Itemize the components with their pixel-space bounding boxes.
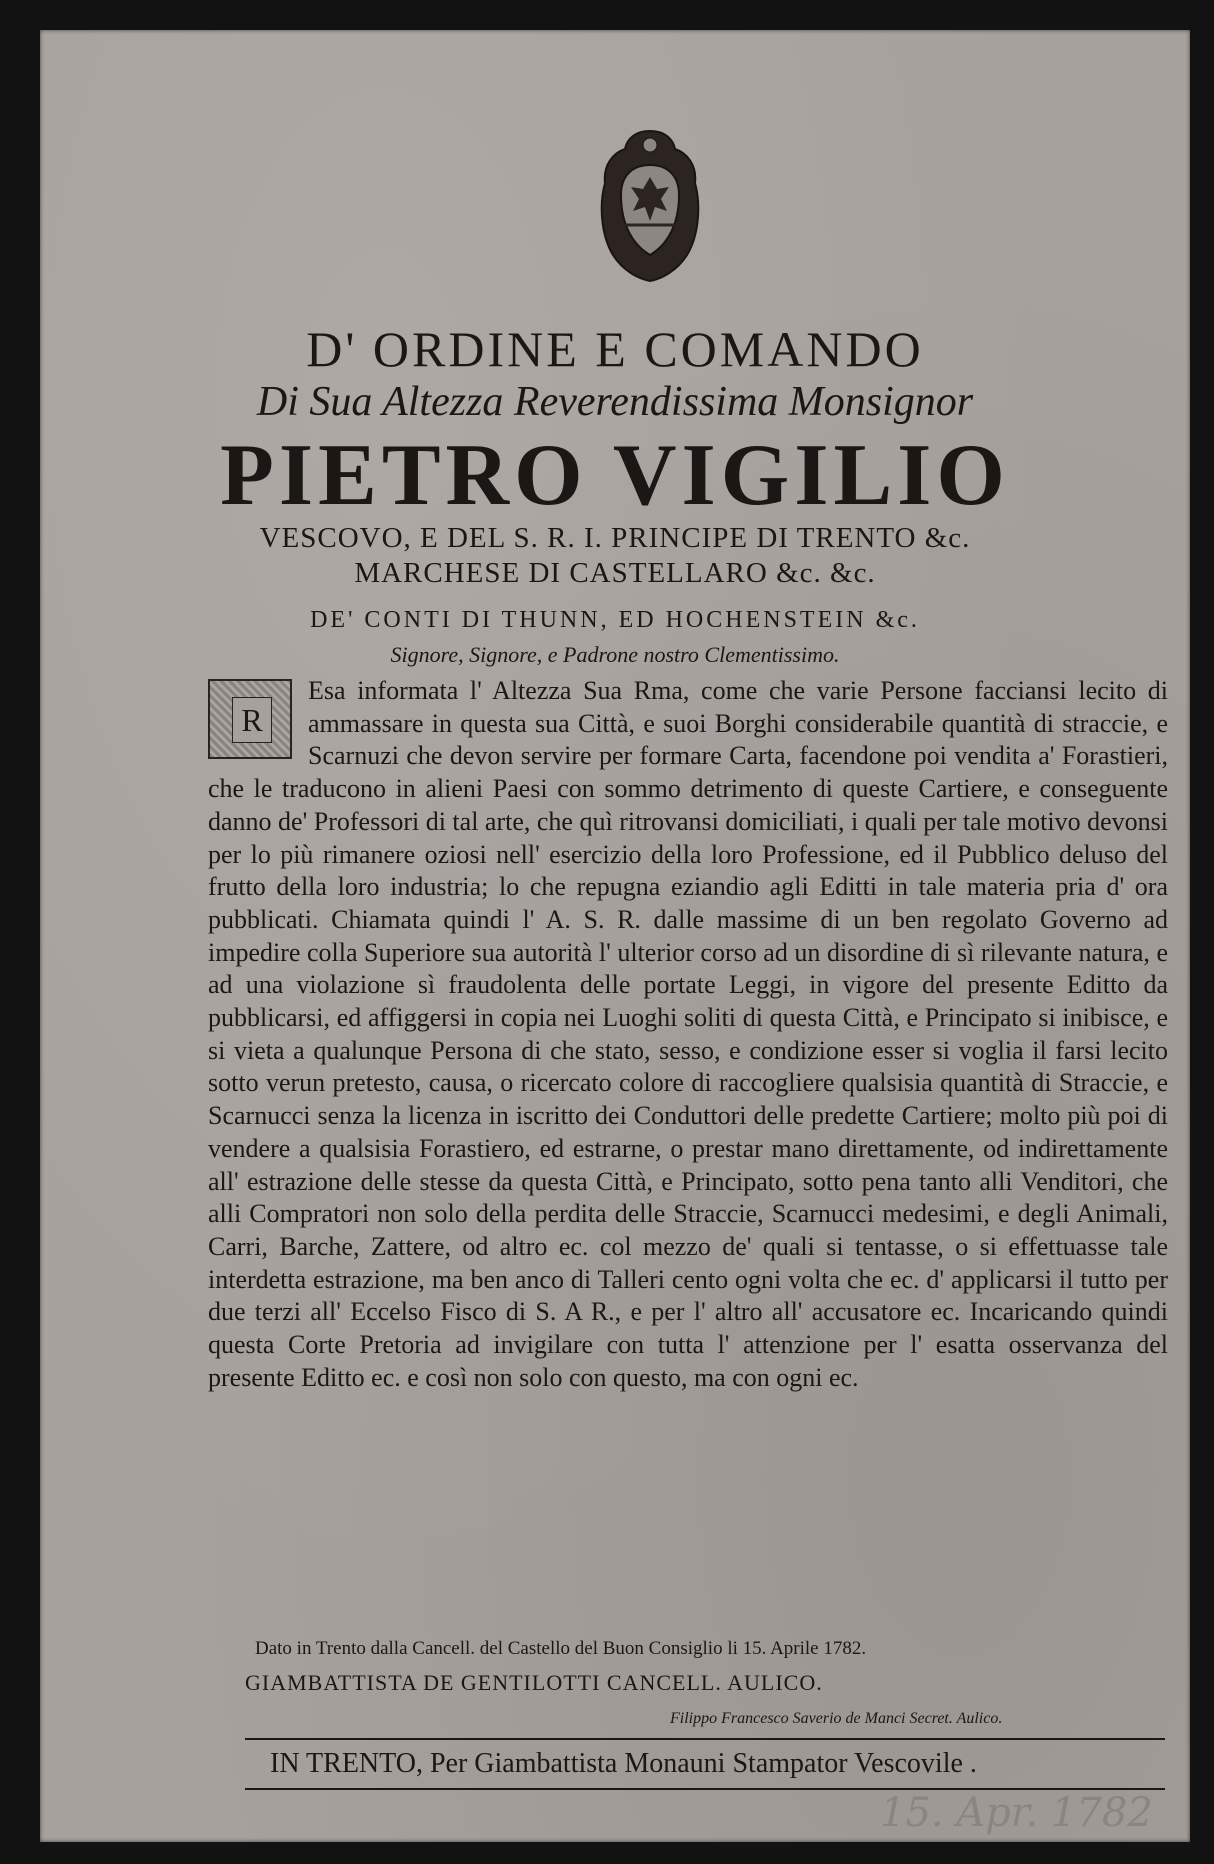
- chancellor-signature: GIAMBATTISTA DE GENTILOTTI CANCELL. AULICO.: [245, 1670, 823, 1695]
- heading-title-3: DE' CONTI DI THUNN, ED HOCHENSTEIN &c.: [310, 607, 920, 633]
- heading-order: D' ORDINE E COMANDO: [306, 321, 924, 377]
- decree-text: Esa informata l' Altezza Sua Rma, come che varie Persone facciansi lecito di ammassare in questa sua Città, e suoi Borghi considerabile quantità di straccie, e Scarnuzi che devon servire per formare Carta, facendone poi vendita a' Forastieri, che le traducono in alieni Paesi con sommo detrimento di queste Cartiere, e conseguente danno de' Professori di tal arte, che quì ritrovansi domiciliati, i quali per tale motivo devonsi per lo più rimanere oziosi nell' esercizio della loro Professione, ed il Pubblico deluso del frutto della loro industria; lo che repugna eziandio agli Editti in tale materia pria d' ora pubblicati. Chiamata quindi l' A. S. R. dalle massime di un ben regolato Governo ad impedire colla Superiore sua autorità l' ulterior corso ad un disordine di sì rilevante natura, e ad una violazione sì fraudolenta delle portate Leggi, in vigore del presente Editto da pubblicarsi, ed affiggersi in copia nei Luoghi soliti di questa Città, e Principato si inibisce, e si vieta a qualunque Persona di che stato, sesso, e condizione esser si voglia il farsi lecito sotto verun pretesto, causa, o ricercato colore di raccogliere qualsisia quantità di Straccie, e Scarnucci senza la licenza in iscritto dei Conduttori delle predette Cartiere; molto più poi di vendere a qualsisia Forastiero, ed estrarne, o prestar mano direttamente, od indirettamente all' estrazione delle stesse da questa Città, e Principato, sotto pena tanto alli Venditori, che alli Compratori non solo della perdita delle Straccie, Scarnucci medesimi, e degli Animali, Carri, Barche, Zattere, od altro ec. col mezzo de' quali si tentasse, o si effettuasse tale interdetta estrazione, ma ben anco di Talleri cento ogni volta che ec. d' applicarsi il tutto per due terzi all' Eccelso Fisco di S. A R., e per l' altro all' accusatore ec. Incaricando quindi questa Corte Pretoria ad invigilare con tutta l' attenzione per l' esatta osservanza del presente Editto ec. e così non solo con questo, ma con ogni ec.: [208, 676, 1168, 1392]
- poster-sheet: [40, 30, 1190, 1842]
- dropcap-letter: R: [232, 697, 272, 743]
- printer-line: IN TRENTO, Per Giambattista Monauni Stampator Vescovile .: [270, 1748, 977, 1779]
- divider-top: [245, 1738, 1165, 1740]
- salutation: Signore, Signore, e Padrone nostro Clementissimo.: [390, 642, 840, 667]
- coat-of-arms-icon: [595, 125, 705, 285]
- secretary-signature: Filippo Francesco Saverio de Manci Secret. Aulico.: [670, 1710, 1003, 1727]
- pencil-annotation: 15. Apr. 1782: [880, 1790, 1153, 1836]
- dropcap-ornament: [208, 679, 292, 759]
- heading-name: PIETRO VIGILIO: [220, 427, 1010, 524]
- heading-title-2: MARCHESE DI CASTELLARO &c. &c.: [354, 557, 876, 589]
- date-line: Dato in Trento dalla Cancell. del Castello del Buon Consiglio li 15. Aprile 1782.: [255, 1638, 867, 1659]
- heading-subtitle: Di Sua Altezza Reverendissima Monsignor: [256, 379, 974, 425]
- heading-title-1: VESCOVO, E DEL S. R. I. PRINCIPE DI TRENTO &c.: [259, 522, 971, 554]
- decree-body: [208, 675, 1168, 1394]
